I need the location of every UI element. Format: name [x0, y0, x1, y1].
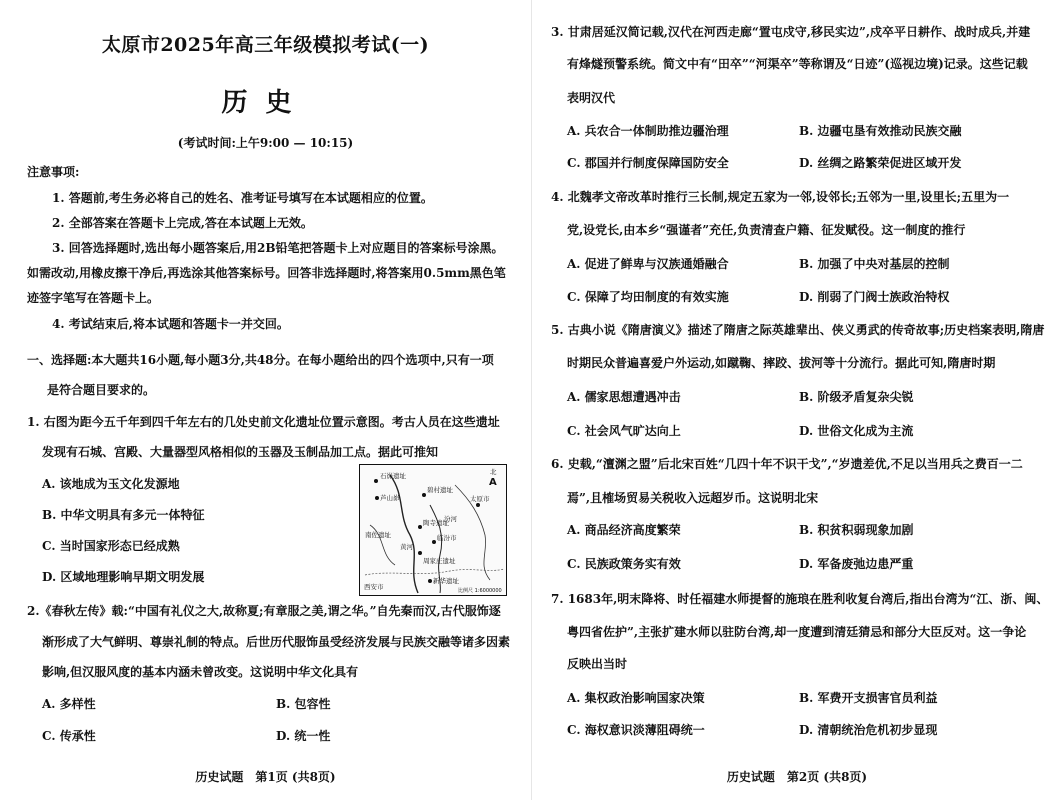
right-page [531, 0, 1063, 800]
section-heading: 一、选择题:本大题共16小题,每小题3分,共48分。在每小题给出的四个选项中,只有一项 [27, 353, 494, 367]
notice-heading: 注意事项: [27, 165, 80, 179]
q5-option-a: A. 儒家思想遭遇冲击 [567, 390, 681, 404]
q2-option-c: C. 传承性 [42, 729, 96, 743]
note-3-cont-1: 如需改动,用橡皮擦干净后,再选涂其他答案标号。回答非选择题时,将答案用0.5mm黑色笔 [27, 266, 506, 280]
q6-option-c: C. 民族政策务实有效 [567, 557, 681, 571]
q3-stem-line-1: 3. 甘肃居延汉简记载,汉代在河西走廊“置屯戍守,移民实边”,戍卒平日耕作、战时成兵,并建 [551, 25, 1031, 39]
q5-option-d: D. 世俗文化成为主流 [799, 424, 914, 438]
q4-option-a: A. 促进了鲜卑与汉族通婚融合 [567, 257, 729, 271]
map-site-shimao: 石峁遗址 [380, 472, 406, 480]
q2-option-a: A. 多样性 [42, 697, 96, 711]
q1-option-d: D. 区域地理影响早期文明发展 [42, 570, 205, 584]
page-footer-1: 历史试题 第1页 (共8页) [195, 770, 336, 784]
q1-option-a: A. 该地成为玉文化发源地 [42, 477, 180, 491]
map-north-label: 北 [490, 468, 497, 476]
q5-stem-line-2: 时期民众普遍喜爱户外运动,如蹴鞠、摔跤、拔河等十分流行。据此可知,隋唐时期 [567, 356, 996, 370]
q7-option-b: B. 军费开支损害官员利益 [799, 691, 938, 705]
exam-time: (考试时间:上午9:00 — 10:15) [177, 136, 354, 150]
q6-option-b: B. 积贫积弱现象加剧 [799, 523, 914, 537]
map-city-linfen: 临汾市 [437, 534, 457, 542]
q3-option-c: C. 郡国并行制度保障国防安全 [567, 156, 729, 170]
q3-option-a: A. 兵农合一体制助推边疆治理 [567, 124, 729, 138]
q6-stem-line-1: 6. 史载,“澶渊之盟”后北宋百姓“几四十年不识干戈”,“岁遗差优,不足以当用兵之费百一二 [551, 457, 1023, 471]
q5-option-b: B. 阶级矛盾复杂尖锐 [799, 390, 914, 404]
q6-option-d: D. 军备废弛边患严重 [799, 557, 914, 571]
map-city-xian: 西安市 [364, 583, 384, 591]
q2-option-d: D. 统一性 [276, 729, 331, 743]
q4-option-c: C. 保障了均田制度的有效实施 [567, 290, 729, 304]
exam-title: 太原市2025年高三年级模拟考试(一) [101, 34, 430, 56]
q7-stem-line-2: 粤四省佐护”,主张扩建水师以驻防台湾,却一度遭到清廷猜忌和部分大臣反对。这一争论 [567, 625, 1027, 639]
prehistoric-sites-map [359, 464, 507, 596]
map-site-taosi: 陶寺遗址 [423, 519, 449, 527]
map-city-taiyuan: 太原市 [470, 495, 490, 503]
q6-option-a: A. 商品经济高度繁荣 [567, 523, 681, 537]
section-heading-cont: 是符合题目要求的。 [47, 383, 156, 397]
q4-option-d: D. 削弱了门阀士族政治特权 [799, 290, 950, 304]
q3-stem-line-3: 表明汉代 [567, 91, 616, 105]
q6-stem-line-2: 焉”,且榷场贸易关税收入远超岁币。这说明北宋 [567, 491, 819, 505]
q7-option-d: D. 清朝统治危机初步显现 [799, 723, 938, 737]
q1-option-c: C. 当时国家形态已经成熟 [42, 539, 180, 553]
note-1: 1. 答题前,考生务必将自己的姓名、准考证号填写在本试题相应的位置。 [52, 191, 433, 205]
q2-stem-line-3: 影响,但汉服风度的基本内涵未曾改变。这说明中华文化具有 [42, 665, 359, 679]
q1-stem-line-2: 发现有石城、宫殿、大量器型风格相似的玉器及玉制品加工点。据此可推知 [42, 445, 439, 459]
q5-option-c: C. 社会风气旷达向上 [567, 424, 681, 438]
note-3: 3. 回答选择题时,选出每小题答案后,用2B铅笔把答题卡上对应题目的答案标号涂黑。 [52, 241, 504, 255]
map-site-bicun: 碧村遗址 [427, 486, 453, 494]
note-3-cont-2: 迹签字笔写在答题卡上。 [27, 291, 160, 305]
map-site-zhoujiazhuang: 周家庄遗址 [423, 557, 456, 565]
q3-stem-line-2: 有烽燧预警系统。简文中有“田卒”“河渠卒”等称谓及“日迹”(巡视边境)记录。这些记载 [567, 57, 1028, 71]
q4-option-b: B. 加强了中央对基层的控制 [799, 257, 950, 271]
subject-title: 历史 [221, 88, 310, 118]
map-river-fen: 汾河 [444, 515, 457, 523]
map-site-lushanmao: 芦山峁 [380, 494, 400, 502]
q2-stem-line-1: 2.《春秋左传》载:“中国有礼仪之大,故称夏;有章服之美,谓之华。”自先秦而汉,古代服饰逐 [27, 604, 501, 618]
q7-stem-line-1: 7. 1683年,明末降将、时任福建水师提督的施琅在胜利收复台湾后,指出台湾为“江、浙、闽、 [551, 592, 1049, 606]
q7-option-a: A. 集权政治影响国家决策 [567, 691, 705, 705]
q1-option-b: B. 中华文明具有多元一体特征 [42, 508, 205, 522]
page-footer-2: 历史试题 第2页 (共8页) [726, 770, 868, 784]
q3-option-b: B. 边疆屯垦有效推动民族交融 [799, 124, 962, 138]
q4-stem-line-1: 4. 北魏孝文帝改革时推行三长制,规定五家为一邻,设邻长;五邻为一里,设里长;五里为一 [551, 190, 1010, 204]
q7-stem-line-3: 反映出当时 [567, 657, 628, 671]
q7-option-c: C. 海权意识淡薄阻碍统一 [567, 723, 705, 737]
q1-stem-line-1: 1. 右图为距今五千年到四千年左右的几处史前文化遗址位置示意图。考古人员在这些遗址 [27, 415, 500, 429]
q2-option-b: B. 包容性 [276, 697, 331, 711]
note-2: 2. 全部答案在答题卡上完成,答在本试题上无效。 [52, 216, 313, 230]
map-site-nanzuo: 南佐遗址 [365, 531, 391, 539]
q4-stem-line-2: 党,设党长,由本乡“强谨者”充任,负责清查户籍、征发赋役。这一制度的推行 [567, 223, 966, 237]
map-scale: 比例尺 1:6000000 [458, 588, 502, 594]
note-4: 4. 考试结束后,将本试题和答题卡一并交回。 [52, 317, 289, 331]
q2-stem-line-2: 渐形成了大气鲜明、尊崇礼制的特点。后世历代服饰虽受经济发展与民族交融等诸多因素 [42, 635, 511, 649]
map-river-yellow: 黄河 [400, 543, 413, 551]
q3-option-d: D. 丝绸之路繁荣促进区域开发 [799, 156, 962, 170]
q5-stem-line-1: 5. 古典小说《隋唐演义》描述了隋唐之际英雄辈出、侠义勇武的传奇故事;历史档案表明,隋唐 [551, 323, 1045, 337]
left-page [0, 0, 531, 800]
north-arrow-icon: A [489, 477, 497, 488]
map-site-xinhua: 新华遗址 [433, 577, 459, 585]
